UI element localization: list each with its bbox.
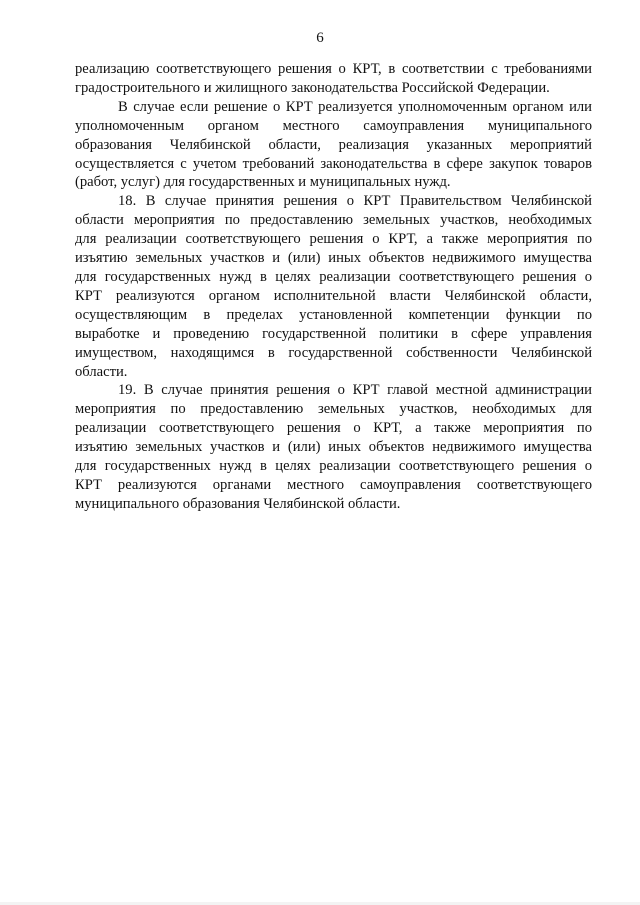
text-line: имуществом, находящимся в государственной собственности Челябинской	[75, 344, 592, 361]
text-line: уполномоченным органом местного самоуправления муниципального	[75, 117, 592, 134]
text-line: КРТ реализуются органами местного самоуправления соответствующего	[75, 476, 592, 493]
text-line: осуществляется с учетом требований законодательства в сфере закупок товаров	[75, 155, 592, 172]
text-line: для государственных нужд в целях реализации соответствующего решения о	[75, 268, 592, 285]
text-line: изъятию земельных участков и (или) иных объектов недвижимого имущества	[75, 439, 592, 456]
text-line: реализацию соответствующего решения о КРТ, в соответствии с требованиями	[75, 61, 592, 77]
text-line: КРТ реализуются органом исполнительной власти Челябинской области,	[75, 287, 592, 304]
page-number: 6	[316, 30, 324, 46]
text-line: реализации соответствующего решения о КРТ, а также мероприятия по	[75, 420, 592, 437]
text-line: градостроительного и жилищного законодательства Российской Федерации.	[75, 79, 550, 96]
text-line: выработке и проведению государственной политики в сфере управления	[75, 325, 592, 342]
document-body	[75, 60, 592, 514]
paragraph-1	[75, 60, 592, 98]
text-line: 18. В случае принятия решения о КРТ Правительством Челябинской	[118, 193, 592, 210]
text-line: осуществляющим в пределах установленной компетенции функции по	[75, 306, 592, 323]
text-line: для реализации соответствующего решения о КРТ, а также мероприятия по	[75, 231, 592, 248]
text-line: образования Челябинской области, реализация указанных мероприятий	[75, 136, 592, 153]
paragraph-19	[75, 381, 592, 513]
text-line: области.	[75, 363, 128, 380]
paragraph-2	[75, 98, 592, 193]
text-line: муниципального образования Челябинской области.	[75, 495, 401, 512]
text-line: (работ, услуг) для государственных и муниципальных нужд.	[75, 174, 451, 191]
text-line: мероприятия по предоставлению земельных участков, необходимых для	[75, 401, 592, 418]
text-line: В случае если решение о КРТ реализуется уполномоченным органом или	[118, 98, 592, 115]
text-line: 19. В случае принятия решения о КРТ главой местной администрации	[118, 382, 592, 399]
text-line: для государственных нужд в целях реализации соответствующего решения о	[75, 458, 592, 475]
paragraph-18	[75, 192, 592, 381]
text-line: изъятию земельных участков и (или) иных объектов недвижимого имущества	[75, 250, 592, 267]
text-line: области мероприятия по предоставлению земельных участков, необходимых	[75, 212, 592, 229]
